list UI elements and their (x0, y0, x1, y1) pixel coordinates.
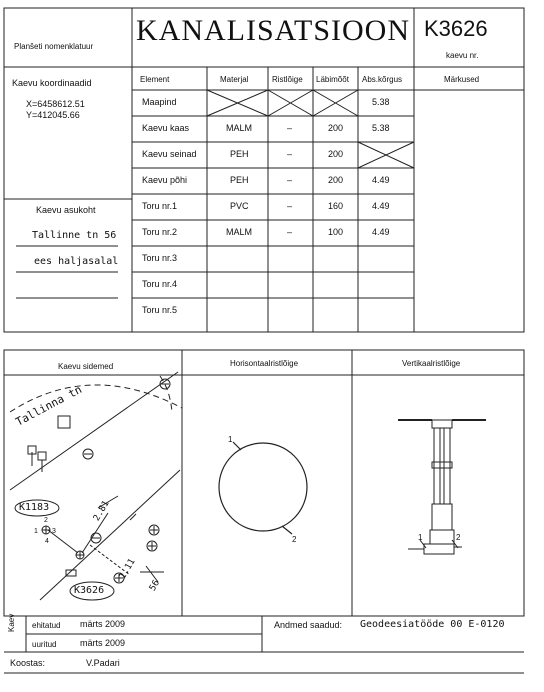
table-cell-cross: – (287, 149, 293, 159)
vcs-pipe-1-label: 1 (418, 533, 423, 542)
table-cell-diameter: 200 (328, 175, 344, 185)
distance-2-label: 1.11 (118, 557, 138, 581)
author-label: Koostas: (10, 658, 46, 668)
table-cell-element: Toru nr.5 (142, 305, 178, 315)
this-well-label: K3626 (74, 585, 105, 596)
table-cell-diameter: 200 (328, 123, 344, 133)
author-value: V.Padari (86, 658, 120, 668)
horizontal-section-drawing (219, 442, 307, 534)
built-value: märts 2009 (80, 619, 126, 629)
location-line-2: ees haljasalal (34, 256, 119, 267)
table-cell-height: 5.38 (372, 97, 390, 107)
table-cell-element: Maapind (142, 97, 177, 107)
section-vertical-title: Vertikaalristlõige (402, 359, 461, 368)
col-header-material: Materjal (220, 75, 249, 84)
coord-y: Y=412045.66 (26, 110, 80, 120)
table-cell-material: PEH (230, 175, 249, 185)
table-cell-height: 4.49 (372, 227, 390, 237)
coord-x: X=6458612.51 (26, 99, 85, 109)
plan-label: Planšeti nomenklatuur (14, 42, 94, 51)
table-cell-element: Toru nr.4 (142, 279, 178, 289)
table-cell-cross: – (287, 123, 293, 133)
surveyed-value: märts 2009 (80, 638, 126, 648)
source-label: Andmed saadud: (274, 620, 343, 630)
table-cell-diameter: 200 (328, 149, 344, 159)
section-horizontal-title: Horisontaalristlõige (230, 359, 299, 368)
table-cell-element: Kaevu põhi (142, 175, 188, 185)
pipe-label-4: 4 (45, 538, 49, 545)
col-header-remarks: Märkused (444, 75, 480, 84)
footer-side-label: Kaev (7, 613, 16, 632)
table-cell-diameter: 100 (328, 227, 344, 237)
table-cell-element: Toru nr.3 (142, 253, 178, 263)
col-header-diameter: Läbimõõt (316, 75, 349, 84)
table-cell-cross: – (287, 175, 293, 185)
table-cell-material: MALM (226, 227, 253, 237)
vertical-section-drawing (398, 420, 486, 554)
section-ties-title: Kaevu sidemed (58, 362, 114, 371)
table-cell-element: Toru nr.1 (142, 201, 178, 211)
house-number-label: 56 (148, 578, 163, 593)
surveyed-label: uuritud (32, 640, 57, 649)
built-label: ehitatud (32, 621, 61, 630)
table-cell-cross: – (287, 201, 293, 211)
hcs-pipe-1-label: 1 (228, 435, 233, 444)
table-cell-material: MALM (226, 123, 253, 133)
table-cell-cross: – (287, 227, 293, 237)
table-cell-diameter: 160 (328, 201, 344, 211)
table-cell-material: PEH (230, 149, 249, 159)
page-title: KANALISATSIOON (136, 14, 410, 47)
col-header-height: Abs.kõrgus (362, 75, 403, 84)
location-line-1: Tallinne tn 56 (32, 230, 117, 241)
coords-label: Kaevu koordinaadid (12, 78, 92, 88)
table-cell-element: Kaevu kaas (142, 123, 190, 133)
distance-1-label: 2.81 (92, 499, 112, 523)
well-code: K3626 (424, 16, 488, 41)
pipe-label-3: 3 (52, 528, 56, 535)
source-value: Geodeesiatööde 00 E-0120 (360, 619, 505, 630)
table-cell-height: 4.49 (372, 201, 390, 211)
table-cell-element: Toru nr.2 (142, 227, 178, 237)
table-cell-material: PVC (230, 201, 249, 211)
table-cell-height: 5.38 (372, 123, 390, 133)
table-cell-element: Kaevu seinad (142, 149, 197, 159)
table-cell-height: 4.49 (372, 175, 390, 185)
vcs-pipe-2-label: 2 (456, 533, 461, 542)
pipe-label-2: 2 (44, 517, 48, 524)
well-code-label: kaevu nr. (446, 51, 479, 60)
col-header-cross: Ristlõige (272, 75, 303, 84)
location-label: Kaevu asukoht (36, 205, 96, 215)
pipe-label-1: 1 (34, 528, 38, 535)
neighbor-well-label: K1183 (19, 502, 50, 513)
col-header-element: Element (140, 75, 170, 84)
hcs-pipe-2-label: 2 (292, 535, 297, 544)
street-label: Tallinna tn (13, 382, 84, 429)
